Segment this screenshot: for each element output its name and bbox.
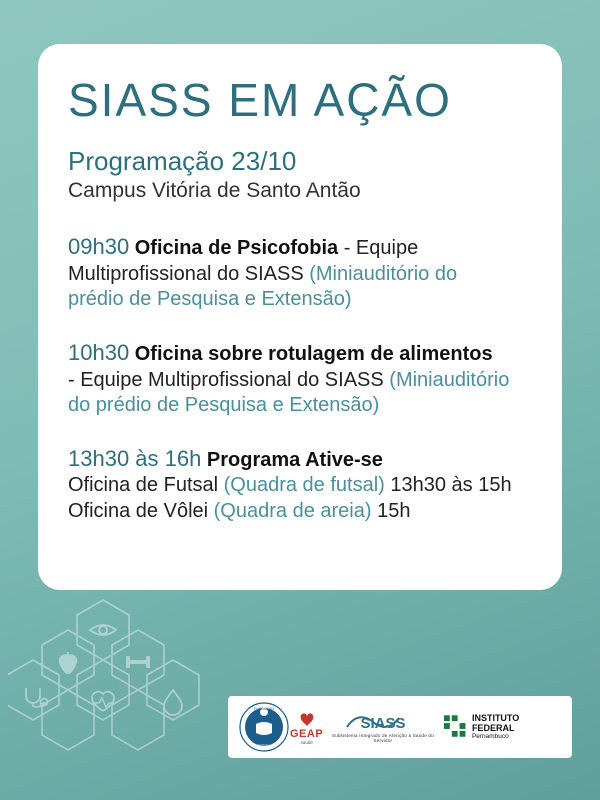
schedule-time: 10h30 bbox=[68, 340, 130, 366]
schedule-text-plain: Oficina de Vôlei bbox=[68, 500, 214, 523]
instituto-federal-sub: Pernambuco bbox=[471, 732, 509, 740]
siass-mark-icon bbox=[345, 711, 421, 733]
schedule-item bbox=[68, 233, 532, 313]
schedule-text-strong: Oficina de Psicofobia bbox=[134, 237, 339, 260]
geap-sub: saúde bbox=[300, 739, 313, 745]
poster-campus: Campus Vitória de Santo Antão bbox=[68, 179, 361, 203]
logo-geap bbox=[290, 696, 323, 758]
logo-fundacao-assefaz bbox=[238, 696, 290, 758]
schedule-text-teal: prédio de Pesquisa e Extensão) bbox=[68, 288, 352, 311]
schedule-text-teal: do prédio de Pesquisa e Extensão) bbox=[68, 394, 380, 417]
stethoscope-icon bbox=[26, 688, 48, 707]
logo-instituto-federal bbox=[443, 696, 562, 758]
siass-sub: Subsistema Integrado de Atenção à Saúde do Servidor bbox=[331, 733, 434, 743]
schedule-text-plain: Multiprofissional do SIASS bbox=[68, 262, 310, 285]
decorative-hexagon-cluster bbox=[8, 592, 208, 752]
geap-mark-icon bbox=[298, 710, 316, 728]
schedule-text-plain: - Equipe Multiprofissional do SIASS bbox=[68, 368, 390, 391]
schedule-line bbox=[68, 473, 532, 499]
instituto-federal-name: INSTITUTO FEDERAL bbox=[471, 713, 520, 733]
page-title: SIASS EM AÇÃO bbox=[68, 74, 452, 126]
schedule-text-plain: 15h bbox=[371, 500, 411, 523]
apple-icon bbox=[59, 652, 78, 674]
schedule-text-teal: (Quadra de areia) bbox=[213, 500, 372, 523]
svg-text:FUNDAÇÃO: FUNDAÇÃO bbox=[253, 707, 275, 711]
schedule-text-plain: - Equipe bbox=[338, 237, 419, 260]
eye-icon bbox=[90, 625, 116, 635]
schedule-item bbox=[68, 445, 532, 525]
heart-pulse-icon bbox=[92, 692, 114, 711]
schedule-text-teal: (Miniauditório do bbox=[309, 262, 458, 285]
schedule-line bbox=[68, 262, 532, 288]
schedule-line bbox=[68, 445, 532, 474]
water-drop-icon bbox=[164, 690, 182, 715]
schedule-time: 09h30 bbox=[68, 234, 130, 260]
logo-siass bbox=[323, 696, 442, 758]
schedule-line bbox=[68, 368, 532, 394]
dumbbell-icon bbox=[126, 656, 150, 668]
schedule-line bbox=[68, 287, 532, 313]
schedule-text-teal: (Miniauditório bbox=[389, 368, 510, 391]
schedule-item bbox=[68, 339, 532, 419]
schedule-line bbox=[68, 339, 532, 368]
schedule-line bbox=[68, 393, 532, 419]
schedule-line bbox=[68, 499, 532, 525]
schedule-text-strong: Programa Ative-se bbox=[206, 448, 383, 471]
schedule-line bbox=[68, 233, 532, 262]
logo-bar bbox=[228, 696, 572, 758]
geap-name: GEAP bbox=[290, 727, 324, 740]
schedule-text-plain: 13h30 às 15h bbox=[384, 474, 512, 497]
svg-text:ASSEFAZ: ASSEFAZ bbox=[254, 743, 274, 748]
schedule-list bbox=[68, 233, 532, 524]
poster-card bbox=[38, 44, 562, 590]
schedule-text-plain: Oficina de Futsal bbox=[68, 474, 224, 497]
if-grid-icon bbox=[443, 714, 468, 740]
svg-text:SIASS: SIASS bbox=[360, 715, 406, 732]
poster-subtitle: Programação 23/10 bbox=[68, 146, 297, 177]
schedule-text-teal: (Quadra de futsal) bbox=[223, 474, 385, 497]
schedule-time: 13h30 às 16h bbox=[68, 445, 202, 471]
schedule-text-strong: Oficina sobre rotulagem de alimentos bbox=[134, 343, 493, 366]
